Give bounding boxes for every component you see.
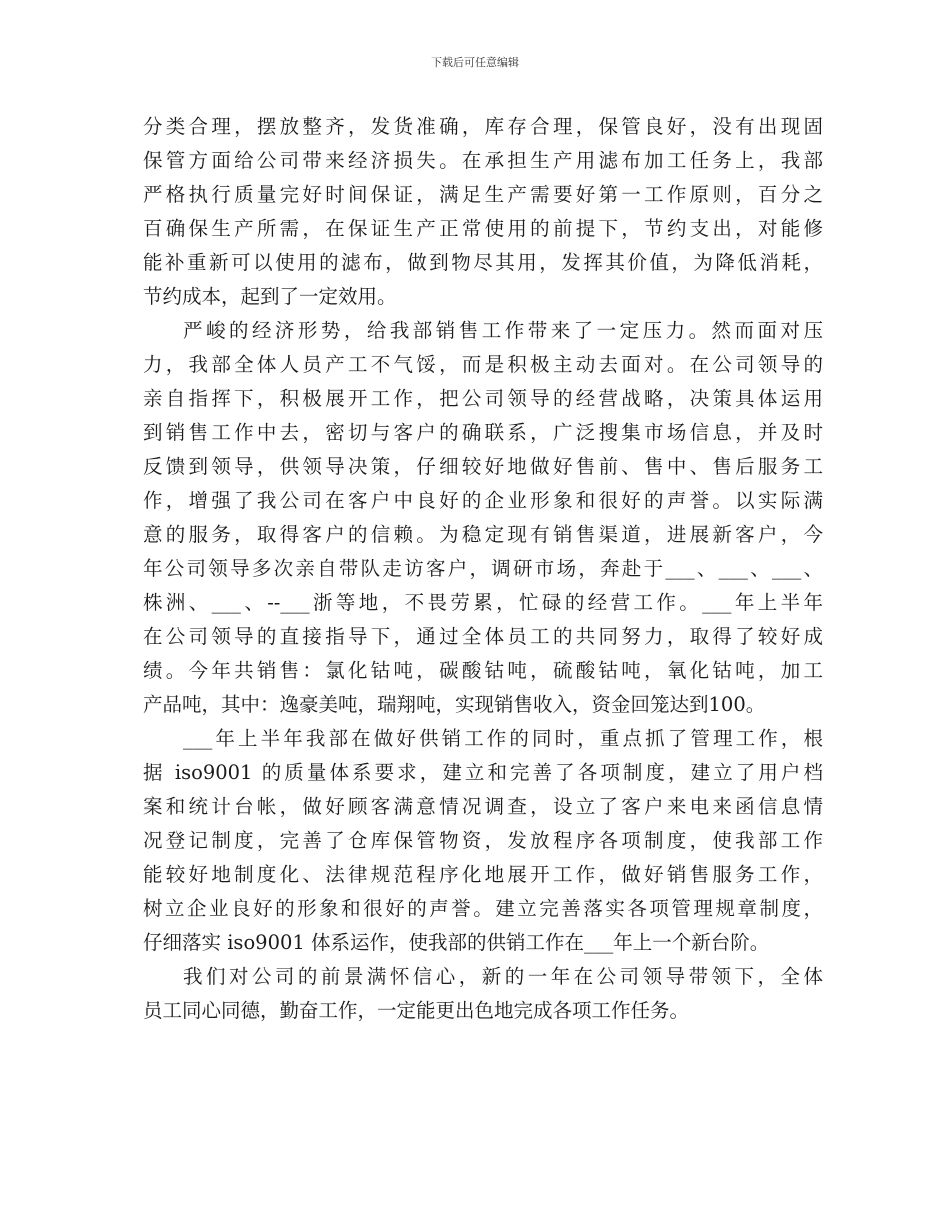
text-line: 意的服务，取得客户的信赖。为稳定现有销售渠道，进展新客户，今 bbox=[143, 523, 823, 546]
text-line: 百确保生产所需，在保证生产正常使用的前提下，节约支出，对能修 bbox=[143, 217, 823, 240]
text-line: 绩。今年共销售：氯化钴吨，碳酸钴吨，硫酸钴吨，氧化钴吨，加工 bbox=[143, 659, 823, 682]
text-line: 严格执行质量完好时间保证，满足生产需要好第一工作原则，百分之 bbox=[143, 183, 823, 206]
text-line: 在公司领导的直接指导下，通过全体员工的共同努力，取得了较好成 bbox=[143, 625, 823, 648]
text-line: 能补重新可以使用的滤布，做到物尽其用，发挥其价值，为降低消耗， bbox=[143, 251, 823, 274]
text-line: 保管方面给公司带来经济损失。在承担生产用滤布加工任务上，我部 bbox=[143, 149, 823, 172]
document-body bbox=[143, 110, 823, 1028]
text-line: 据 iso9001 的质量体系要求，建立和完善了各项制度，建立了用户档 bbox=[143, 761, 823, 784]
text-line: 亲自指挥下，积极展开工作，把公司领导的经营战略，决策具体运用 bbox=[143, 387, 823, 410]
text-line: 严峻的经济形势，给我部销售工作带来了一定压力。然而面对压 bbox=[183, 319, 823, 342]
text-line: 能较好地制度化、法律规范程序化地展开工作，做好销售服务工作， bbox=[143, 863, 823, 886]
page-header: 下载后可任意编辑 bbox=[431, 56, 519, 69]
text-line: 况登记制度，完善了仓库保管物资，发放程序各项制度，使我部工作 bbox=[143, 829, 823, 852]
text-line: 反馈到领导，供领导决策，仔细较好地做好售前、售中、售后服务工 bbox=[143, 455, 823, 478]
text-line: 产品吨，其中：逸豪美吨，瑞翔吨，实现销售收入，资金回笼达到100。 bbox=[143, 693, 766, 716]
text-line: 仔细落实 iso9001 体系运作，使我部的供销工作在___年上一个新台阶。 bbox=[143, 931, 770, 954]
text-line: 案和统计台帐，做好顾客满意情况调查，设立了客户来电来函信息情 bbox=[143, 795, 823, 818]
text-line: 员工同心同德，勤奋工作，一定能更出色地完成各项工作任务。 bbox=[143, 999, 690, 1022]
text-line: 节约成本，起到了一定效用。 bbox=[143, 285, 397, 308]
paragraph-1 bbox=[143, 110, 823, 314]
text-line: 力，我部全体人员产工不气馁，而是积极主动去面对。在公司领导的 bbox=[143, 353, 823, 376]
paragraph-4 bbox=[143, 960, 823, 1028]
text-line: 到销售工作中去，密切与客户的确联系，广泛搜集市场信息，并及时 bbox=[143, 421, 823, 444]
paragraph-3 bbox=[143, 722, 823, 960]
paragraph-2 bbox=[143, 314, 823, 722]
text-line: 年公司领导多次亲自带队走访客户，调研市场，奔赴于___、___、___、 bbox=[143, 557, 823, 580]
text-line: ___年上半年我部在做好供销工作的同时，重点抓了管理工作，根 bbox=[183, 727, 823, 750]
text-line: 分类合理，摆放整齐，发货准确，库存合理，保管良好，没有出现固 bbox=[143, 115, 823, 138]
text-line: 树立企业良好的形象和很好的声誉。建立完善落实各项管理规章制度， bbox=[143, 897, 823, 920]
text-line: 作，增强了我公司在客户中良好的企业形象和很好的声誉。以实际满 bbox=[143, 489, 823, 512]
text-line: 我们对公司的前景满怀信心，新的一年在公司领导带领下，全体 bbox=[183, 965, 823, 988]
text-line: 株洲、___、--___浙等地，不畏劳累，忙碌的经营工作。___年上半年 bbox=[143, 591, 823, 614]
